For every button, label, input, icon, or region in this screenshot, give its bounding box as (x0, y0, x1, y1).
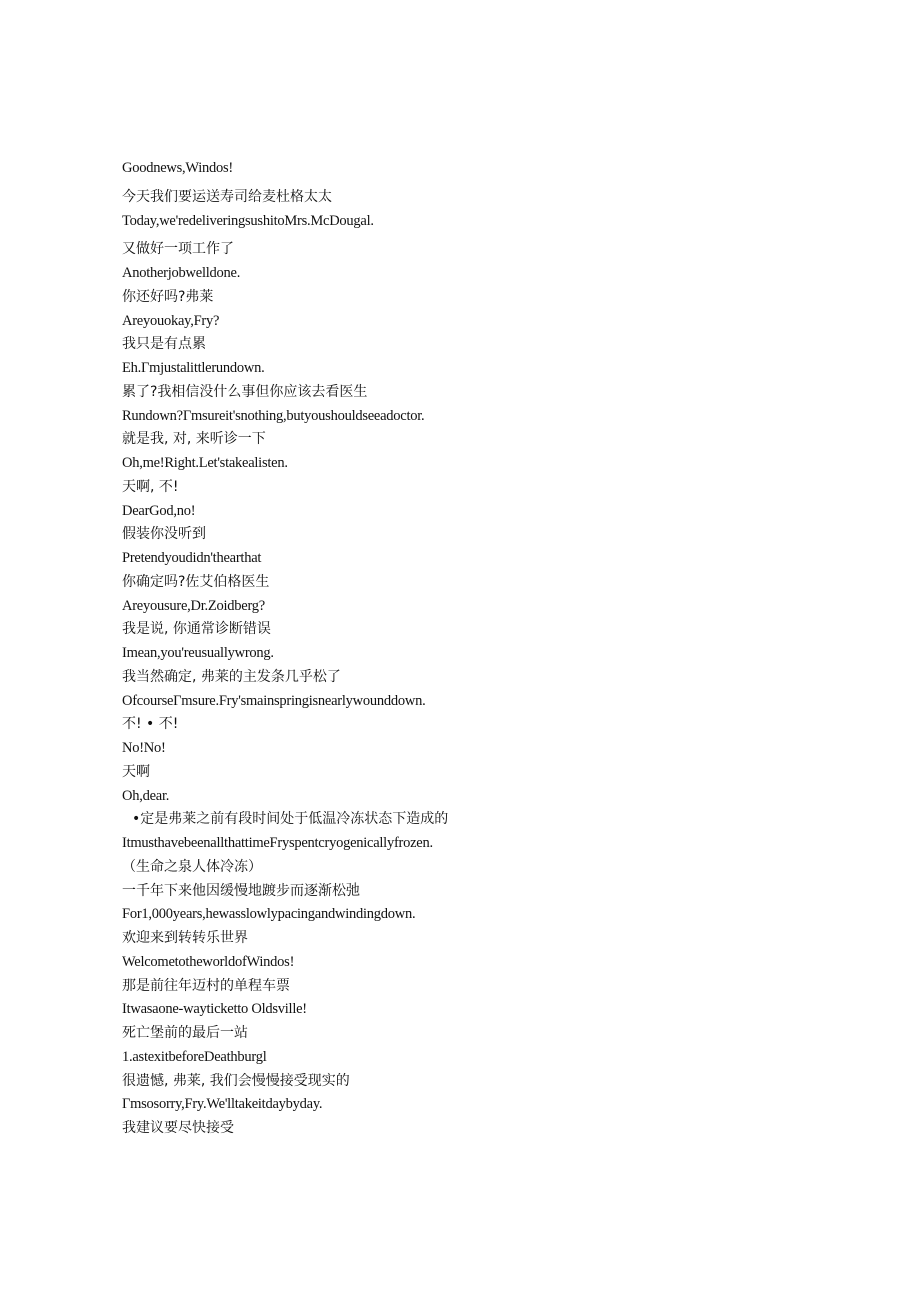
transcript-line: 一千年下来他因缓慢地踱步而逐渐松弛 (122, 882, 360, 899)
transcript-line: Eh.Γmjustalittlerundown. (122, 360, 265, 376)
transcript-line: 我是说, 你通常诊断错误 (122, 621, 271, 638)
transcript-line: 欢迎来到转转乐世界 (122, 930, 248, 946)
transcript-line: Goodnews,Windos! (122, 160, 234, 176)
transcript-line: Today,we'redeliveringsushitoMrs.McDougal. (122, 212, 374, 229)
transcript-line: 我建议要尽快接受 (122, 1120, 234, 1136)
transcript-line: 天啊 (122, 763, 150, 780)
transcript-line: 就是我, 对, 来听诊一下 (122, 431, 266, 448)
transcript-line: （生命之泉人体冷冻） (122, 858, 262, 875)
transcript-line: 1.astexitbeforeDeathburgl (122, 1048, 267, 1065)
transcript-line: 天啊, 不! (122, 478, 179, 495)
transcript-line: 我只是有点累 (122, 336, 206, 353)
transcript-line: 那是前往年迈村的单程车票 (122, 977, 290, 994)
transcript-line: 假装你没听到 (122, 526, 206, 543)
transcript-line: WelcometotheworldofWindos! (122, 953, 295, 970)
transcript-line: For1,000years,hewasslowlypacingandwindingdown. (122, 906, 416, 923)
transcript-line: Oh,me!Right.Let'stakealisten. (122, 455, 288, 471)
transcript-line: •定是弗莱之前有段时间处于低温冷冻状态下造成的 (132, 811, 449, 828)
transcript-line: 我当然确定, 弗莱的主发条几乎松了 (122, 668, 341, 685)
transcript-line: 又做好一项工作了 (122, 241, 234, 258)
transcript-line: Anotherjobwelldone. (122, 265, 241, 281)
transcript-line: Rundown?Γmsureit'snothing,butyoushouldseeadoctor. (122, 407, 425, 424)
transcript-line: Imean,you'reusuallywrong. (122, 645, 274, 661)
transcript-line: 很遗憾, 弗莱, 我们会慢慢接受现实的 (122, 1072, 350, 1089)
transcript-line: Areyousure,Dr.Zoidberg? (122, 597, 265, 614)
transcript-line: 死亡堡前的最后一站 (122, 1025, 248, 1041)
transcript-line: No!No! (122, 740, 166, 756)
transcript-line: 今天我们要运送寿司给麦杜格太太 (122, 188, 332, 205)
transcript-line: Γmsosorry,Fry.We'lltakeitdaybyday. (122, 1096, 323, 1113)
transcript-line: Pretendyoudidn'thearthat (122, 550, 262, 566)
subtitle-transcript (122, 157, 822, 1141)
transcript-line: Oh,dear. (122, 787, 170, 804)
transcript-line: 你确定吗?佐艾伯格医生 (122, 573, 270, 590)
transcript-line: 累了?我相信没什么事但你应该去看医生 (122, 383, 368, 400)
transcript-line: Areyouokay,Fry? (122, 312, 220, 329)
transcript-line: DearGod,no! (122, 502, 196, 519)
transcript-line: OfcourseΓmsure.Fry'smainspringisnearlywounddown. (122, 692, 426, 709)
transcript-line: ItmusthavebeenallthattimeFryspentcryogenicallyfrozen. (122, 835, 433, 851)
transcript-line: 你还好吗?弗莱 (122, 288, 214, 305)
transcript-line: 不! • 不! (122, 716, 179, 733)
transcript-line: Itwasaone-wayticketto Oldsville! (122, 1001, 307, 1018)
